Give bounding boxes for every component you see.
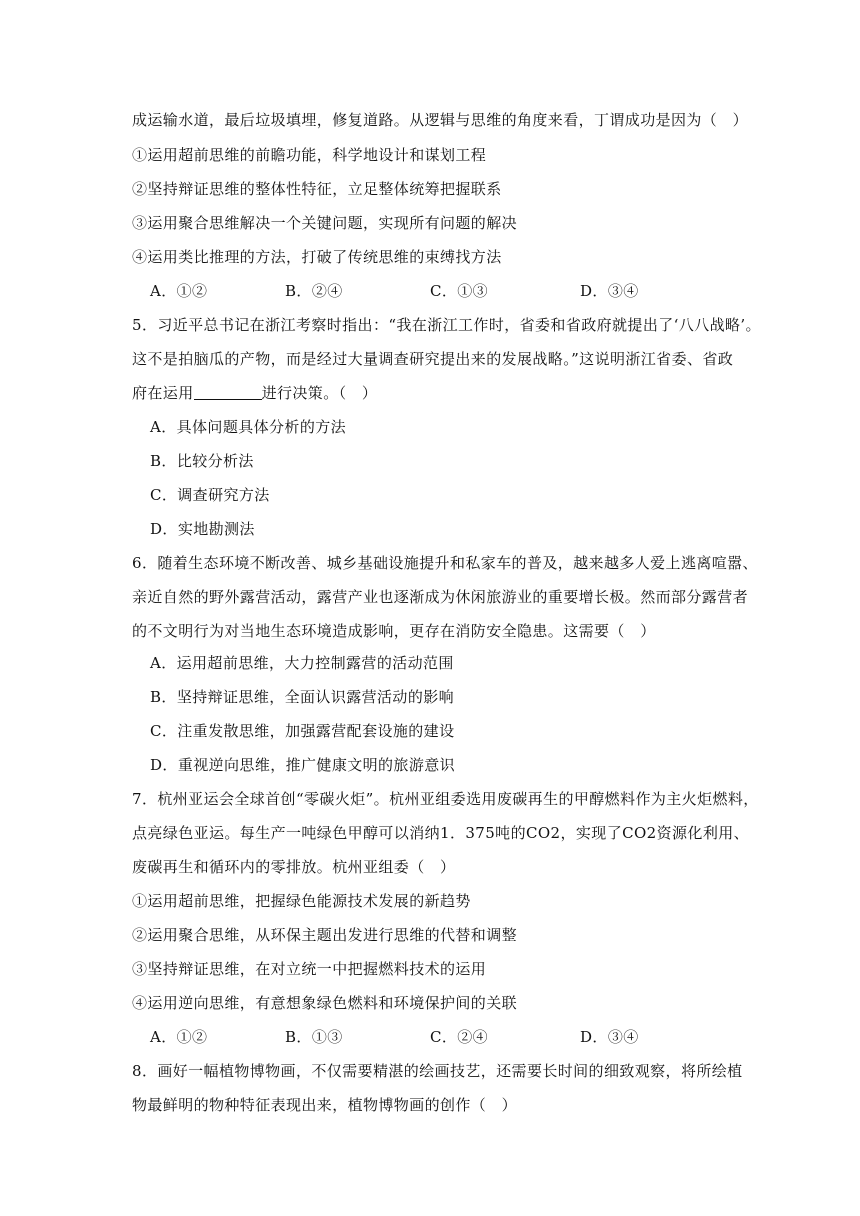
- q7-option-a: A．①②: [150, 1028, 208, 1046]
- q4-option-b: B．②④: [285, 282, 343, 300]
- q5-option-d: D．实地勘测法: [150, 520, 255, 538]
- q5-stem-line-1: 5．习近平总书记在浙江考察时指出：“我在浙江工作时，省委和省政府就提出了‘八八战略’。: [132, 316, 761, 334]
- q7-statement-3: ③坚持辩证思维，在对立统一中把握燃料技术的运用: [132, 960, 487, 978]
- q4-statement-2: ②坚持辩证思维的整体性特征，立足整体统筹把握联系: [132, 180, 502, 198]
- q7-statement-4: ④运用逆向思维，有意想象绿色燃料和环境保护间的关联: [132, 994, 518, 1012]
- q6-option-d: D．重视逆向思维，推广健康文明的旅游意识: [150, 756, 456, 774]
- q6-option-a: A．运用超前思维，大力控制露营的活动范围: [150, 654, 454, 672]
- q6-stem-line-2: 亲近自然的野外露营活动，露营产业也逐渐成为休闲旅游业的重要增长极。然而部分露营者: [132, 588, 749, 606]
- q7-stem-line-2: 点亮绿色亚运。每生产一吨绿色甲醇可以消纳1．375吨的CO2，实现了CO2资源化利用、: [132, 824, 750, 842]
- q4-option-d: D．③④: [580, 282, 639, 300]
- q7-option-b: B．①③: [285, 1028, 343, 1046]
- q7-statement-1: ①运用超前思维，把握绿色能源技术发展的新趋势: [132, 892, 471, 910]
- q7-options: [150, 1027, 710, 1047]
- q4-option-a: A．①②: [150, 282, 208, 300]
- answer-blank: [194, 385, 262, 400]
- q6-stem-line-3: 的不文明行为对当地生态环境造成影响，更存在消防安全隐患。这需要（ ）: [132, 622, 656, 640]
- q8-stem-line-1: 8．画好一幅植物博物画，不仅需要精湛的绘画技艺，还需要长时间的细致观察，将所绘植: [132, 1062, 743, 1080]
- q5-stem-line-3-post: 进行决策。（ ）: [261, 384, 378, 402]
- q4-statement-4: ④运用类比推理的方法，打破了传统思维的束缚找方法: [132, 248, 502, 266]
- q4-options: [150, 281, 710, 301]
- q6-stem-line-1: 6．随着生态环境不断改善、城乡基础设施提升和私家车的普及，越来越多人爱上逃离喧嚣、: [132, 554, 758, 572]
- q4-option-c: C．①③: [430, 282, 489, 300]
- q5-option-b: B．比较分析法: [150, 452, 254, 470]
- q5-option-a: A．具体问题具体分析的方法: [150, 418, 347, 436]
- q4-statement-1: ①运用超前思维的前瞻功能，科学地设计和谋划工程: [132, 146, 487, 164]
- q7-stem-line-1: 7．杭州亚运会全球首创“零碳火炬”。杭州亚组委选用废碳再生的甲醇燃料作为主火炬燃料，: [132, 790, 759, 808]
- q8-stem-line-2: 物最鲜明的物种特征表现出来，植物博物画的创作（ ）: [132, 1096, 518, 1114]
- q4-statement-3: ③运用聚合思维解决一个关键问题，实现所有问题的解决: [132, 214, 518, 232]
- q6-option-c: C．注重发散思维，加强露营配套设施的建设: [150, 722, 455, 740]
- q4-stem-tail: 成运输水道，最后垃圾填埋，修复道路。从逻辑与思维的角度来看，丁谓成功是因为（ ）: [132, 111, 749, 129]
- q7-statement-2: ②运用聚合思维，从环保主题出发进行思维的代替和调整: [132, 926, 518, 944]
- q7-stem-line-3: 废碳再生和循环内的零排放。杭州亚组委（ ）: [132, 858, 456, 876]
- q5-stem-line-2: 这不是拍脑瓜的产物，而是经过大量调查研究提出来的发展战略。”这说明浙江省委、省政: [132, 350, 734, 368]
- q5-stem-line-3: [132, 383, 377, 403]
- q6-option-b: B．坚持辩证思维，全面认识露营活动的影响: [150, 688, 455, 706]
- q7-option-d: D．③④: [580, 1028, 639, 1046]
- q5-option-c: C．调查研究方法: [150, 486, 270, 504]
- q5-stem-line-3-pre: 府在运用: [132, 384, 194, 402]
- q7-option-c: C．②④: [430, 1028, 489, 1046]
